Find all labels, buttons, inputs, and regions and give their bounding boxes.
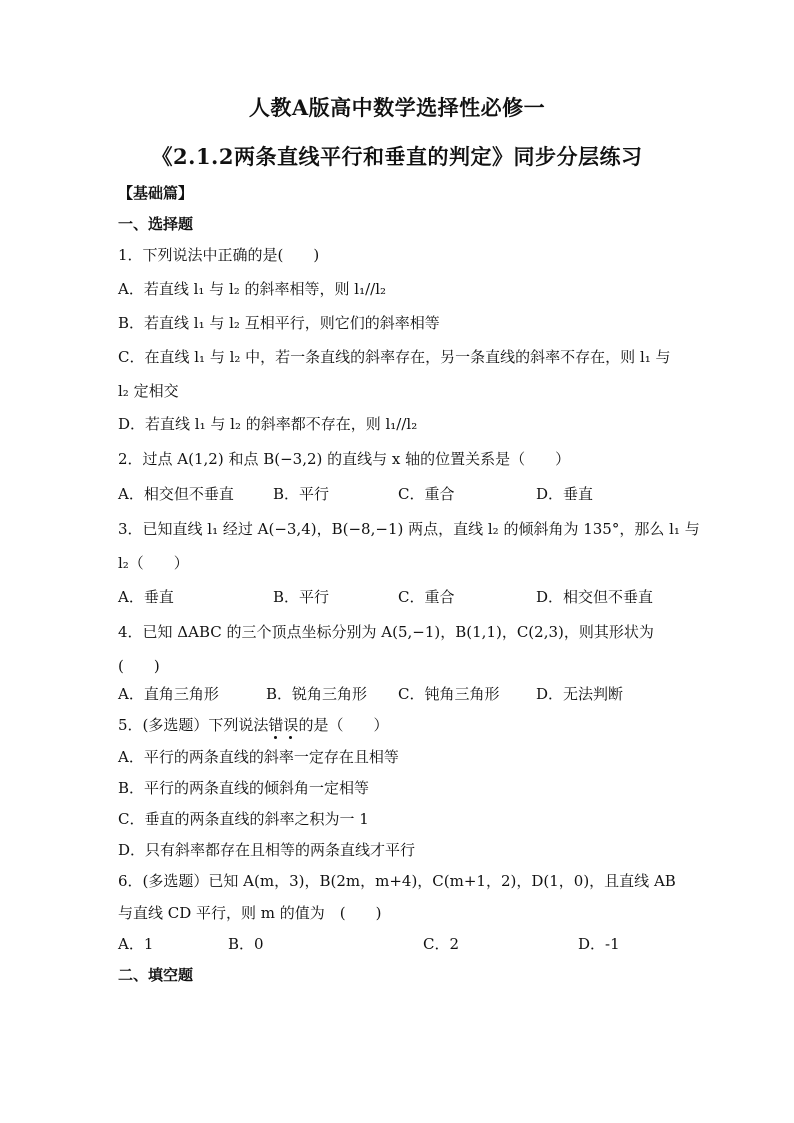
q5-emphasis-char-2: 误	[283, 716, 299, 734]
q3-option-b: B．平行	[273, 588, 330, 606]
q5-option-a: A．平行的两条直线的斜率一定存在且相等	[118, 748, 399, 766]
q1-option-c-line2: l₂ 定相交	[118, 382, 179, 400]
q6-option-b: B．0	[228, 935, 264, 953]
q3-stem-line2: l₂（ ）	[118, 554, 189, 572]
q5-stem-pre: 5．(多选题）下列说法	[118, 716, 269, 734]
q4-stem-line1: 4．已知 ΔABC 的三个顶点坐标分别为 A(5,−1)，B(1,1)，C(2,3)，则其形状为	[118, 623, 654, 641]
q6-option-d: D．-1	[578, 935, 620, 953]
q2-options	[118, 483, 738, 505]
part1-heading: 一、选择题	[118, 215, 194, 233]
q6-stem-line1: 6．(多选题）已知 A(m，3)，B(2m，m+4)，C(m+1，2)，D(1，0)，且直线 AB	[118, 872, 676, 890]
q1-option-a: A．若直线 l₁ 与 l₂ 的斜率相等，则 l₁//l₂	[118, 280, 387, 298]
q2-option-c: C．重合	[398, 485, 455, 503]
q2-option-b: B．平行	[273, 485, 330, 503]
q5-option-c: C．垂直的两条直线的斜率之积为一 1	[118, 810, 369, 828]
q6-stem-line2: 与直线 CD 平行，则 m 的值为 ( )	[118, 904, 382, 922]
q1-option-d: D．若直线 l₁ 与 l₂ 的斜率都不存在，则 l₁//l₂	[118, 415, 418, 433]
page-title: 人教A版高中数学选择性必修一	[248, 95, 546, 120]
q5-stem	[118, 714, 734, 735]
q5-option-b: B．平行的两条直线的倾斜角一定相等	[118, 779, 370, 797]
q4-stem-line2: ( )	[118, 657, 160, 675]
q1-option-b: B．若直线 l₁ 与 l₂ 互相平行，则它们的斜率相等	[118, 314, 440, 332]
q4-option-d: D．无法判断	[536, 685, 624, 703]
q1-stem: 1．下列说法中正确的是( )	[118, 246, 320, 264]
q1-option-c-line1: C．在直线 l₁ 与 l₂ 中，若一条直线的斜率存在，另一条直线的斜率不存在，则 l₁ 与	[118, 348, 671, 366]
q4-options	[118, 683, 738, 705]
section-label: 【基础篇】	[118, 184, 194, 202]
page-subtitle: 《2.1.2两条直线平行和垂直的判定》同步分层练习	[151, 144, 643, 169]
q3-options	[118, 586, 738, 608]
q5-emphasis-char-1: 错	[268, 716, 284, 734]
q2-stem: 2．过点 A(1,2) 和点 B(−3,2) 的直线与 x 轴的位置关系是（ ）	[118, 450, 571, 468]
q4-option-b: B．锐角三角形	[266, 685, 368, 703]
q5-option-d: D．只有斜率都存在且相等的两条直线才平行	[118, 841, 416, 859]
q2-option-d: D．垂直	[536, 485, 594, 503]
q6-option-a: A．1	[118, 935, 154, 953]
q3-option-a: A．垂直	[118, 588, 174, 606]
q5-stem-post: 的是（ ）	[298, 716, 389, 734]
q2-option-a: A．相交但不垂直	[118, 485, 234, 503]
q3-option-c: C．重合	[398, 588, 455, 606]
q4-option-a: A．直角三角形	[118, 685, 219, 703]
q3-stem-line1: 3．已知直线 l₁ 经过 A(−3,4)，B(−8,−1) 两点，直线 l₂ 的倾斜角为 135°，那么 l₁ 与	[118, 520, 700, 538]
q3-option-d: D．相交但不垂直	[536, 588, 654, 606]
q6-options	[118, 933, 738, 955]
part2-heading: 二、填空题	[118, 966, 194, 984]
q6-option-c: C．2	[423, 935, 460, 953]
q4-option-c: C．钝角三角形	[398, 685, 500, 703]
